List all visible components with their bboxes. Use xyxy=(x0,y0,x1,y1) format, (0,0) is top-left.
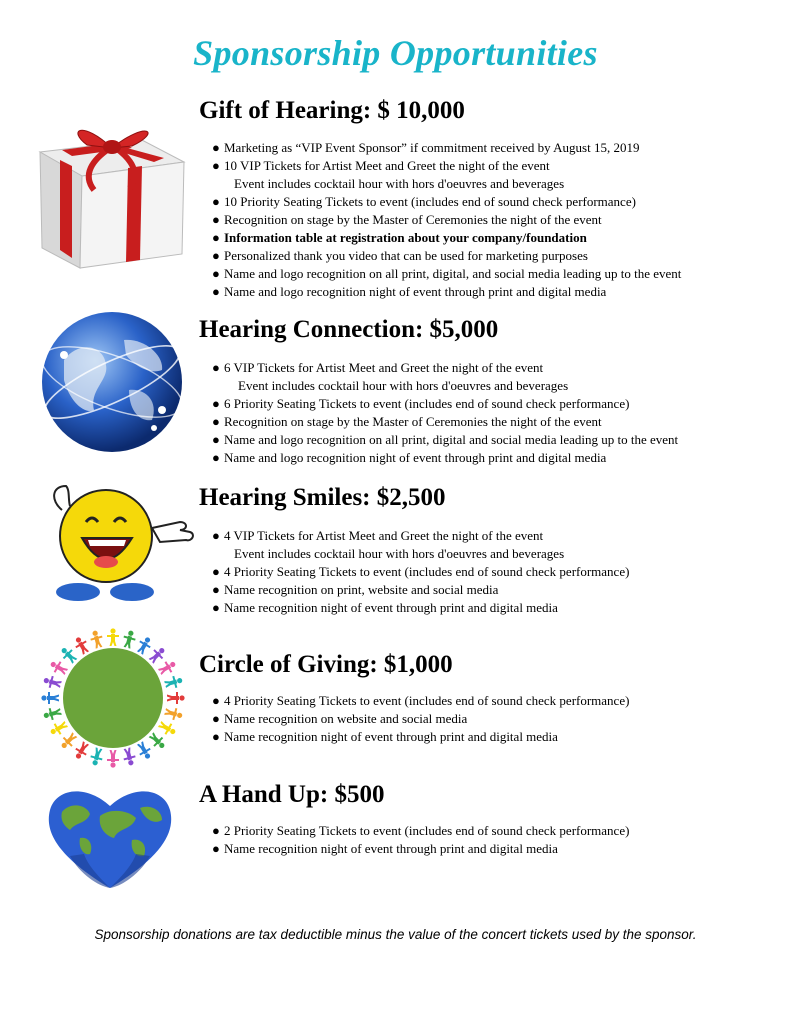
benefit-list xyxy=(212,139,681,301)
person-figure xyxy=(72,740,91,761)
tier-heading: A Hand Up: $500 xyxy=(199,781,385,808)
person-figure xyxy=(164,674,184,690)
person-figure xyxy=(48,719,69,738)
person-figure xyxy=(107,628,119,646)
heart-hands-globe-icon xyxy=(40,778,180,898)
person-figure xyxy=(41,692,59,704)
list-item: ● Name recognition on print, website and social media xyxy=(212,582,499,597)
person-figure xyxy=(121,747,137,767)
list-item: ● 4 Priority Seating Tickets to event (includes end of sound check performance) xyxy=(212,693,630,708)
list-item: ● Name and logo recognition night of event through print and digital media xyxy=(212,450,607,465)
benefit-list xyxy=(212,692,629,746)
list-item: ● Name recognition night of event through print and digital media xyxy=(212,841,558,856)
list-item: ● Recognition on stage by the Master of Ceremonies the night of the event xyxy=(212,414,602,429)
person-figure xyxy=(107,750,119,768)
list-item: Event includes cocktail hour with hors d'oeuvres and beverages xyxy=(238,378,569,393)
globe-network-icon xyxy=(34,310,194,460)
list-item: ● 2 Priority Seating Tickets to event (includes end of sound check performance) xyxy=(212,823,630,838)
person-figure xyxy=(89,629,105,649)
person-figure xyxy=(121,629,137,649)
person-figure xyxy=(157,719,178,738)
benefit-list xyxy=(212,359,678,467)
list-item: ● Recognition on stage by the Master of Ceremonies the night of the event xyxy=(212,212,602,227)
person-figure xyxy=(164,706,184,722)
list-item: ● Name and logo recognition on all print, digital, and social media leading up to the event xyxy=(212,266,682,281)
list-item: ● Marketing as “VIP Event Sponsor” if commitment received by August 15, 2019 xyxy=(212,140,640,155)
tier-heading: Hearing Connection: $5,000 xyxy=(199,316,499,343)
tier-heading: Circle of Giving: $1,000 xyxy=(199,651,453,678)
list-item: ● 10 Priority Seating Tickets to event (includes end of sound check performance) xyxy=(212,194,636,209)
tier-heading: Gift of Hearing: $ 10,000 xyxy=(199,97,465,124)
list-item: ● Name recognition night of event through print and digital media xyxy=(212,600,558,615)
person-figure xyxy=(89,747,105,767)
person-figure xyxy=(42,706,62,722)
list-item: ● 4 VIP Tickets for Artist Meet and Greet the night of the event xyxy=(212,528,544,543)
person-figure xyxy=(135,635,154,656)
list-item: ● Name and logo recognition on all print, digital and social media leading up to the event xyxy=(212,432,679,447)
person-figure xyxy=(157,658,178,677)
page-title: Sponsorship Opportunities xyxy=(193,33,598,73)
list-item: ● Name recognition night of event through print and digital media xyxy=(212,729,558,744)
person-figure xyxy=(72,635,91,656)
list-item: ● 6 Priority Seating Tickets to event (includes end of sound check performance) xyxy=(212,396,630,411)
list-item: ● 4 Priority Seating Tickets to event (includes end of sound check performance) xyxy=(212,564,630,579)
list-item: ● Name and logo recognition night of event through print and digital media xyxy=(212,284,607,299)
tax-deductible-note: Sponsorship donations are tax deductible minus the value of the concert tickets used by the sponsor. xyxy=(94,927,697,942)
circle-of-people-icon xyxy=(38,628,188,768)
list-item: Event includes cocktail hour with hors d'oeuvres and beverages xyxy=(234,176,565,191)
tier-heading: Hearing Smiles: $2,500 xyxy=(199,484,446,511)
gift-box-icon xyxy=(32,120,192,280)
list-item: ● 6 VIP Tickets for Artist Meet and Greet the night of the event xyxy=(212,360,544,375)
person-figure xyxy=(167,692,185,704)
person-figure xyxy=(42,674,62,690)
list-item: ● 10 VIP Tickets for Artist Meet and Greet the night of the event xyxy=(212,158,550,173)
smiley-character-icon xyxy=(40,480,200,610)
person-figure xyxy=(135,740,154,761)
person-figure xyxy=(48,658,69,677)
benefit-list xyxy=(212,527,629,617)
list-item: Event includes cocktail hour with hors d'oeuvres and beverages xyxy=(234,546,565,561)
list-item: ● Name recognition on website and social media xyxy=(212,711,468,726)
benefit-list xyxy=(212,822,629,858)
list-item: ● Information table at registration about your company/foundation xyxy=(212,230,587,245)
list-item: ● Personalized thank you video that can be used for marketing purposes xyxy=(212,248,588,263)
